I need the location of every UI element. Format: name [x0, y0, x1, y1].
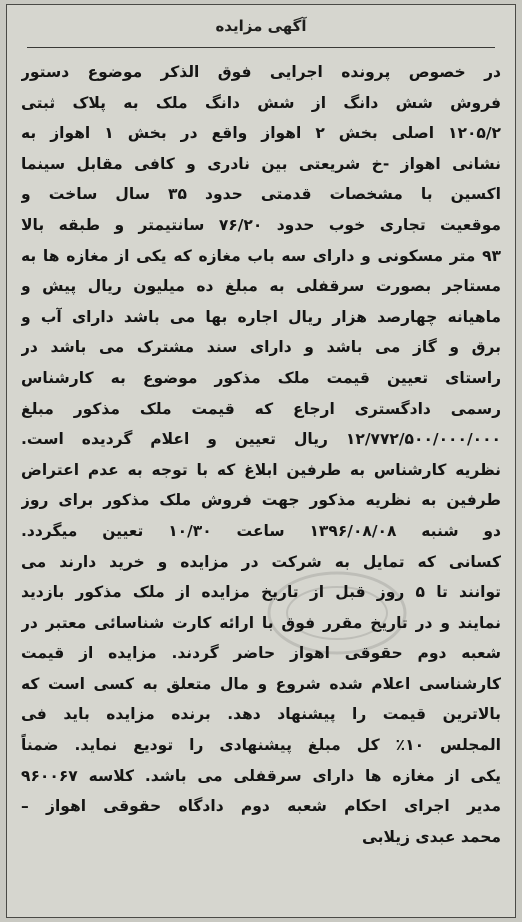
newspaper-clipping [6, 4, 516, 918]
ad-line: طرفین به نظریه مذکور جهت فروش ملک مذکور برای روز [21, 491, 501, 510]
ad-line: یکی از مغازه ها دارای سرقفلی می باشد. کلاسه ۹۶۰۰۶۷ [21, 766, 501, 785]
ad-line: المجلس ۱۰٪ کل مبلغ پیشنهادی را تودیع نماید. ضمناً [21, 736, 501, 755]
ad-line: فروش شش دانگ از شش دانگ ملک به پلاک ثبتی [21, 93, 501, 112]
ad-line: دو شنبه ۱۳۹۶/۰۸/۰۸ ساعت ۱۰/۳۰ تعیین میگردد. [21, 521, 501, 540]
ad-line: شعبه دوم حقوقی اهواز حاضر گردند. مزایده از قیمت [21, 644, 501, 663]
ad-line: نظریه کارشناس به طرفین ابلاغ که با توجه به عدم اعتراض [21, 460, 501, 479]
title-divider [27, 47, 495, 48]
ad-line: برق و گاز می باشد و دارای سند مشترک می باشد در [21, 338, 501, 357]
ad-body [21, 57, 501, 852]
ad-line: نمایند و در تاریخ مقرر فوق با ارائه کارت شناسائی معتبر در [21, 613, 501, 632]
ad-line: توانند تا ۵ روز قبل از تاریخ مزایده از ملک مذکور بازدید [21, 583, 501, 602]
ad-line: رسمی دادگستری ارجاع که قیمت ملک مذکور مبلغ [21, 399, 501, 418]
ad-title: آگهی مزایده [215, 17, 307, 35]
ad-line: کارشناسی اعلام شده شروع و مال متعلق به کسی است که [21, 674, 501, 693]
ad-line: ۱۲۰۵/۲ اصلی بخش ۲ اهواز واقع در بخش ۱ اهواز به [21, 124, 501, 143]
ad-line: ۹۳ متر مسکونی و دارای سه باب مغازه که یکی از مغازه ها به [21, 246, 501, 265]
ad-line: ۱۲/۷۷۲/۵۰۰/۰۰۰/۰۰۰ ریال تعیین و اعلام گردیده است. [21, 430, 501, 449]
ad-header [7, 5, 515, 53]
ad-line: اکسین با مشخصات قدمتی حدود ۳۵ سال ساخت و [21, 185, 501, 204]
ad-line: ماهیانه چهارصد هزار ریال اجاره بها می باشد دارای آب و [21, 307, 501, 326]
ad-line: در خصوص پرونده اجرایی فوق الذکر موضوع دستور [21, 63, 501, 81]
ad-line: راستای تعیین قیمت ملک مذکور موضوع به کارشناس [21, 368, 501, 387]
ad-line: موقعیت تجاری خوب حدود ۷۶/۲۰ سانتیمتر و طبقه بالا [21, 215, 501, 234]
ad-line: مستاجر بصورت سرقفلی به مبلغ ده میلیون ریال پیش و [21, 277, 501, 296]
ad-line: بالاترین قیمت را پیشنهاد دهد. برنده مزایده باید فی [21, 705, 501, 724]
ad-line: کسانی که تمایل به شرکت در مزایده و خرید دارند می [21, 552, 501, 571]
ad-signature-name: محمد عبدی زیلابی [362, 827, 501, 846]
ad-signature-line: مدیر اجرای احکام شعبه دوم دادگاه حقوقی اهواز – [21, 797, 501, 816]
ad-line: نشانی اهواز -خ شریعتی بین نادری و کافی مقابل سینما [21, 154, 501, 173]
